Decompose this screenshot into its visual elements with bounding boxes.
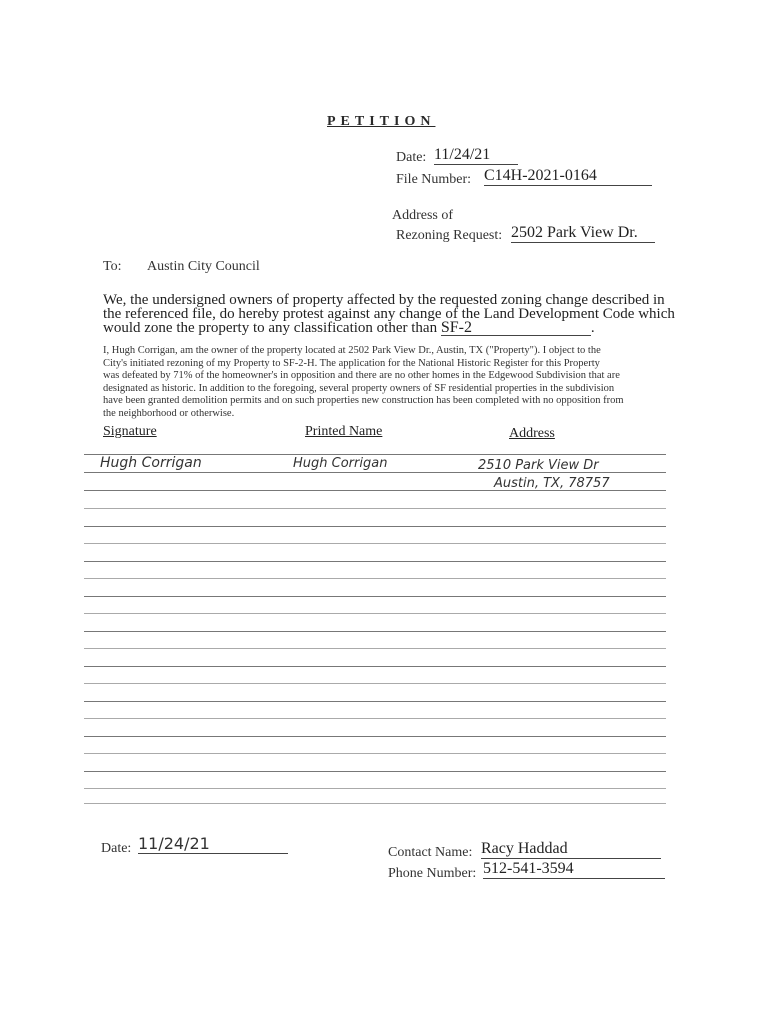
signature-line <box>84 803 666 804</box>
contact-name-value: Racy Haddad <box>481 840 661 859</box>
zone-classification-value: SF-2 <box>441 321 591 336</box>
signature-line <box>84 701 666 702</box>
protest-line-3-end: . <box>590 320 595 336</box>
page-title: PETITION <box>327 114 436 129</box>
signature-line <box>84 753 666 754</box>
rezoning-request-label: Rezoning Request: <box>396 228 503 243</box>
date-label: Date: <box>396 150 427 165</box>
phone-number-label: Phone Number: <box>388 866 477 881</box>
signature-line <box>84 736 666 737</box>
contact-name-label: Contact Name: <box>388 845 473 860</box>
signature-line <box>84 454 666 455</box>
file-number-label: File Number: <box>396 172 472 187</box>
signature-line <box>84 613 666 614</box>
statement-line-2: City's initiated rezoning of my Property to SF-2-H. The application for the National Historic Register for this Property <box>103 357 600 369</box>
phone-number-value: 512-541-3594 <box>483 860 665 879</box>
file-number-value: C14H-2021-0164 <box>484 167 652 186</box>
signature-line <box>84 561 666 562</box>
protest-line-3 <box>103 321 703 336</box>
signature-line <box>84 543 666 544</box>
protest-line-1: We, the undersigned owners of property affected by the requested zoning change described in <box>103 292 665 308</box>
protest-line-2: the referenced file, do hereby protest against any change of the Land Development Code which <box>103 306 675 322</box>
printed-name-column-header: Printed Name <box>305 424 383 439</box>
owner-statement <box>103 345 713 420</box>
address-label: Address of <box>392 208 454 223</box>
signature-line <box>84 596 666 597</box>
footer-date-label: Date: <box>101 841 132 856</box>
statement-line-3: was defeated by 71% of the homeowner's in opposition and there are no other homes in the Edgewood Subdivision that are <box>103 370 620 381</box>
rezoning-address-value: 2502 Park View Dr. <box>511 224 655 243</box>
statement-line-5: have been granted demolition permits and on such properties new construction has been completed with no opposition from <box>103 395 624 406</box>
signature-line <box>84 508 666 509</box>
signature-line <box>84 631 666 632</box>
to-recipient: Austin City Council <box>147 259 260 274</box>
statement-line-6: the neighborhood or otherwise. <box>103 407 235 419</box>
handwritten-signature: Hugh Corrigan <box>100 455 202 471</box>
signature-line <box>84 526 666 527</box>
handwritten-address-line-1: 2510 Park View Dr <box>478 458 599 473</box>
signature-line <box>84 578 666 579</box>
signature-line <box>84 666 666 667</box>
signature-line <box>84 718 666 719</box>
statement-line-1: I, Hugh Corrigan, am the owner of the property located at 2502 Park View Dr., Austin, TX ("Property"). I object to the <box>103 345 601 356</box>
footer-date-value: 11/24/21 <box>138 834 288 854</box>
signature-line <box>84 472 666 473</box>
signature-column-header: Signature <box>103 424 157 439</box>
signature-line <box>84 788 666 789</box>
protest-paragraph <box>103 293 703 336</box>
signature-line <box>84 648 666 649</box>
signature-line <box>84 490 666 491</box>
signature-line <box>84 771 666 772</box>
signature-line <box>84 683 666 684</box>
protest-line-3-text: would zone the property to any classification other than <box>103 320 438 336</box>
handwritten-printed-name: Hugh Corrigan <box>293 456 388 471</box>
to-label: To: <box>103 259 122 274</box>
address-column-header: Address <box>509 426 555 441</box>
statement-line-4: designated as historic. In addition to the foregoing, several property owners of SF residential properties in the subdivision <box>103 382 615 394</box>
handwritten-address-line-2: Austin, TX, 78757 <box>494 476 610 491</box>
date-value: 11/24/21 <box>434 146 518 165</box>
